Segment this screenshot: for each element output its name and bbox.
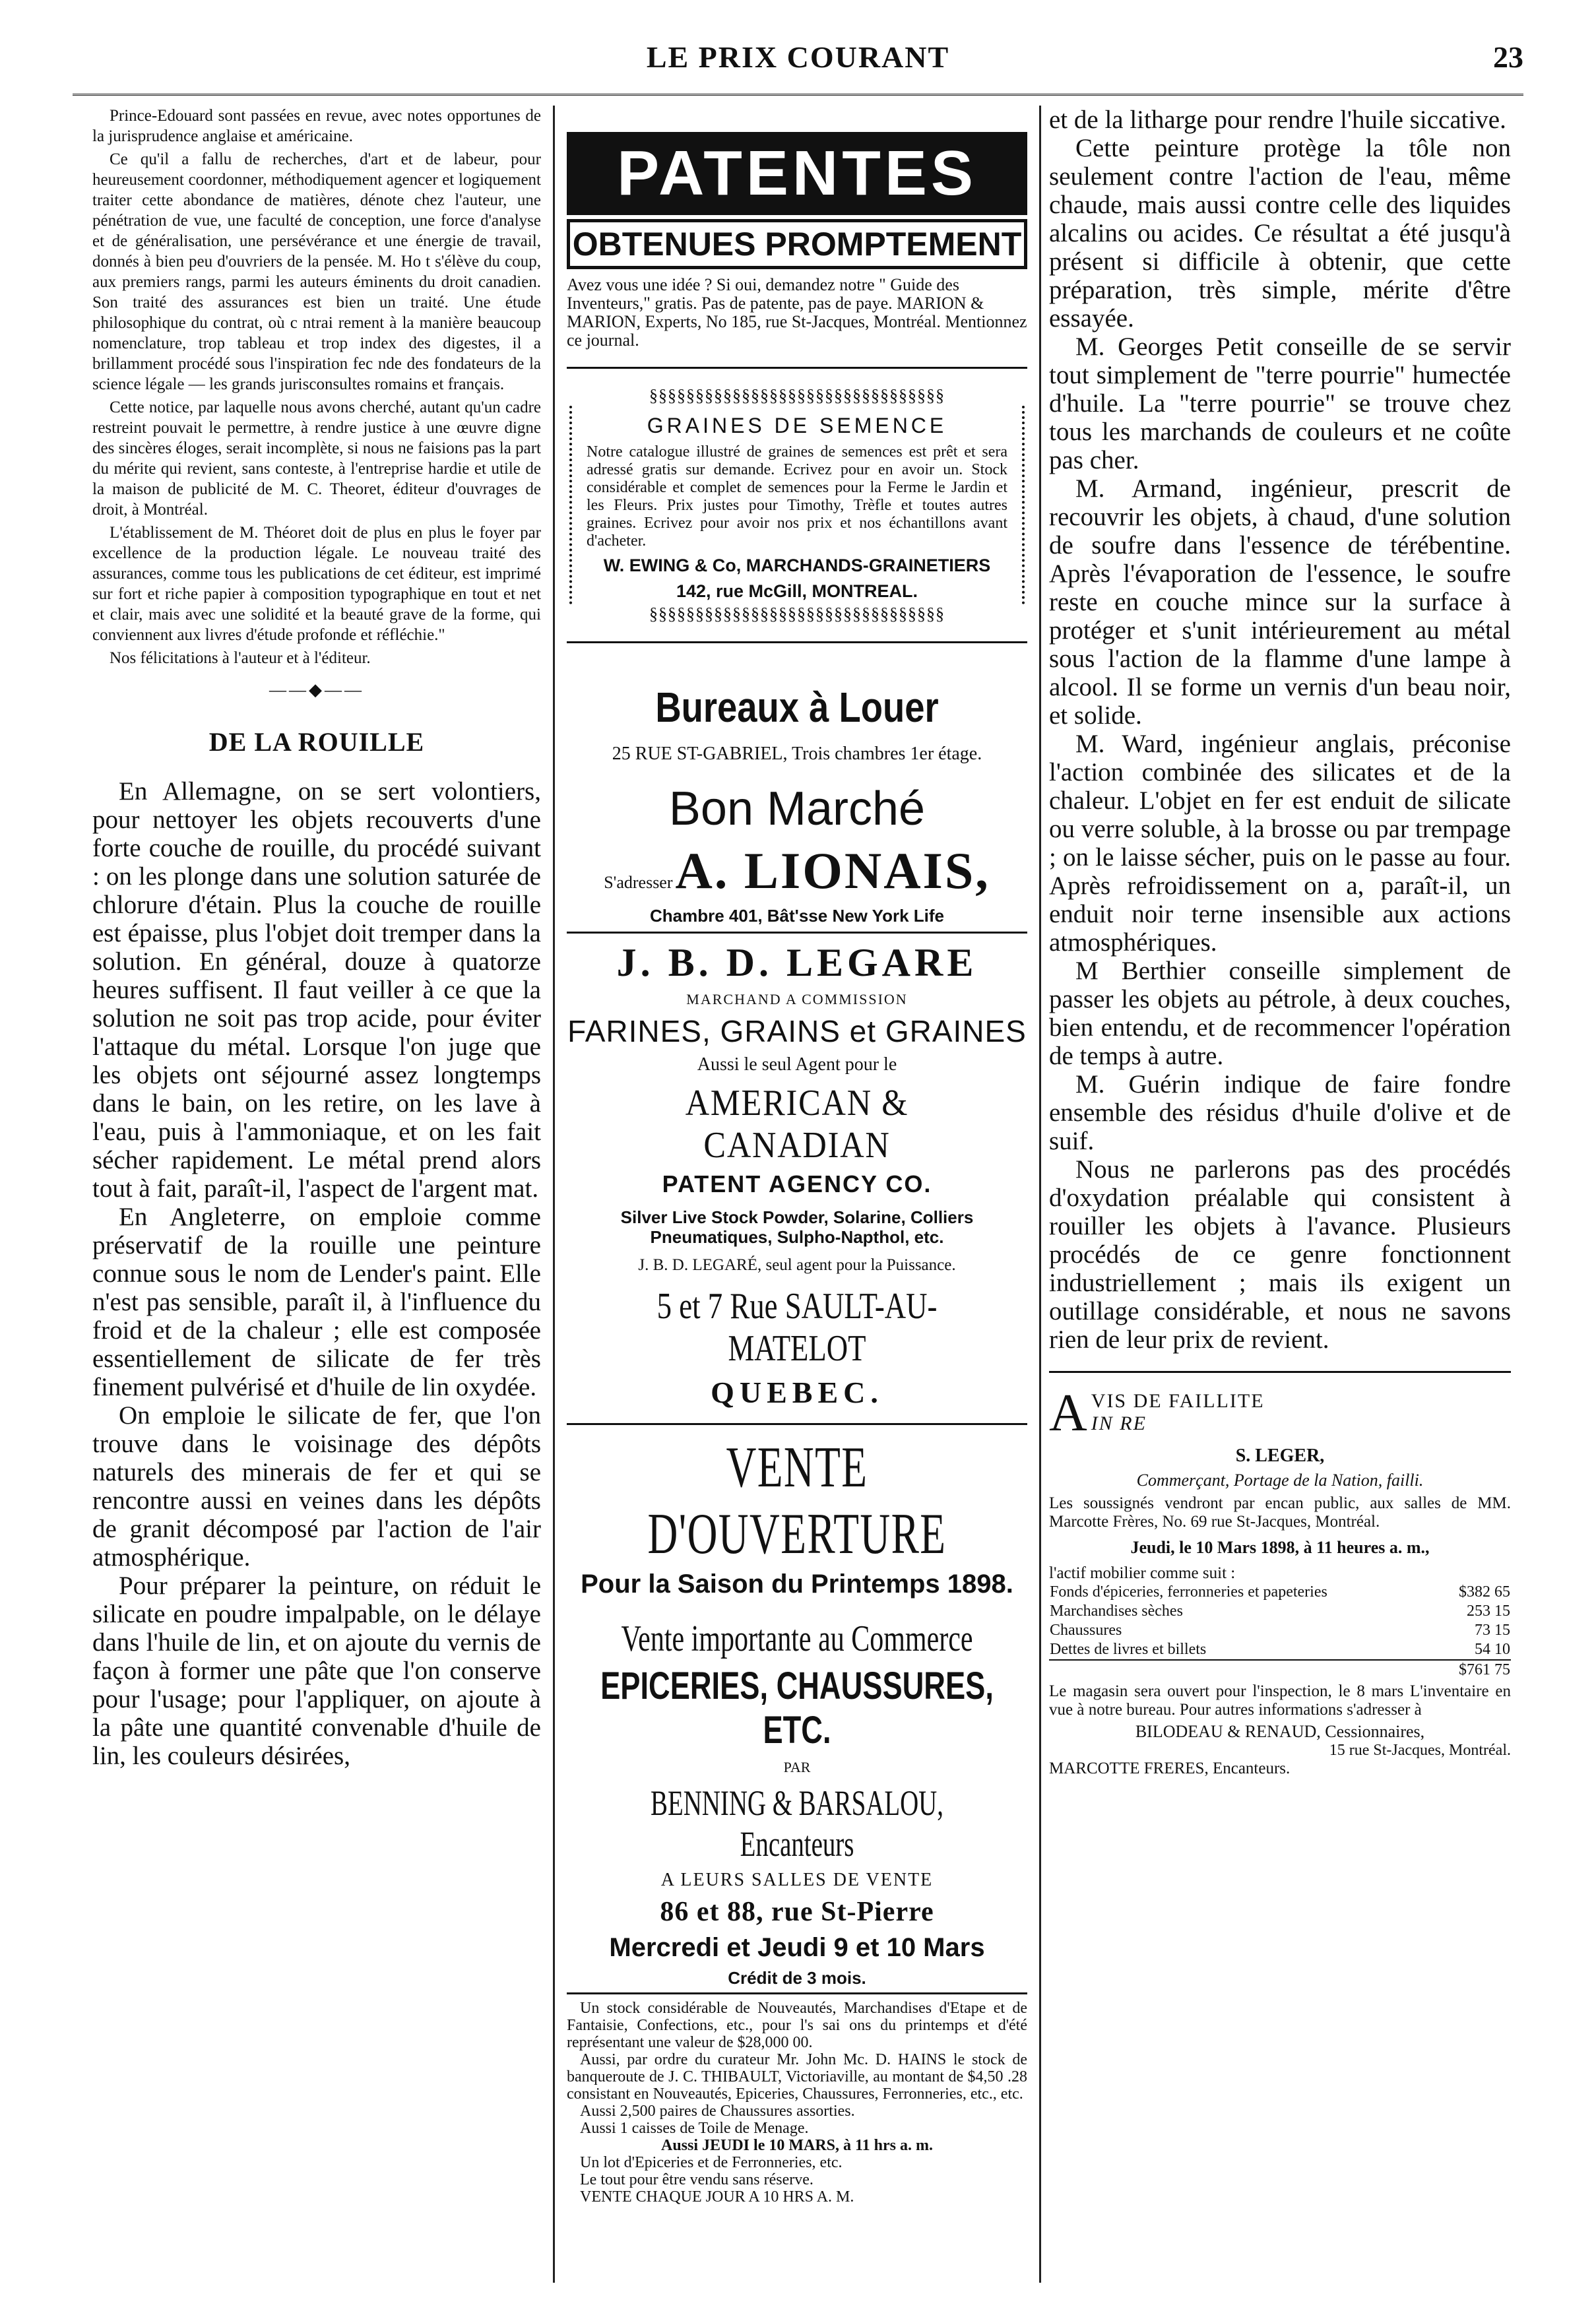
avis-date: Jeudi, le 10 Mars 1898, à 11 heures a. m., bbox=[1130, 1538, 1430, 1557]
patentes-ad bbox=[567, 132, 1027, 350]
graines-title: GRAINES DE SEMENCE bbox=[647, 414, 947, 437]
vente-ouverture-title: VENTE D'OUVERTURE bbox=[647, 1436, 947, 1566]
patentes-subtitle: OBTENUES PROMPTEMENT bbox=[567, 219, 1027, 269]
divider-ornament: ——◆—— bbox=[269, 680, 364, 699]
avis-bilodeau: BILODEAU & RENAUD, Cessionnaires, bbox=[1135, 1722, 1425, 1741]
vente-importante: Vente importante au Commerce bbox=[621, 1618, 973, 1659]
merchand-text: MARCHAND A COMMISSION bbox=[686, 991, 908, 1007]
article-paragraph: M. Ward, ingénieur anglais, préconise l'action combinée des silicates et de la chaleur. L'objet en fer est enduit de silicate ou verre soluble, à la brosse ou par trempage ; on le laisse sécher, puis on le passe au four. Après refroidissement on a, paraît-il, un enduit noir terne insensible aux actions atmosphériques. bbox=[1049, 730, 1511, 957]
article-paragraph: En Angleterre, on emploie comme préservatif de la rouille une peinture connue sous le nom de Lender's paint. Elle n'est pas sensible, paraît il, à l'influence du froid et de la chaleur ; elle est composée essentiellement de silicate de fer très finement pulvérisé et d'huile de lin oxydée. bbox=[92, 1203, 541, 1401]
vente-ad bbox=[567, 1423, 1027, 2206]
item-value: 253 15 bbox=[1467, 1603, 1510, 1620]
note-line: Aussi 2,500 paires de Chaussures assorties. bbox=[580, 2103, 855, 2120]
divider bbox=[567, 367, 1027, 369]
saison-text: Pour la Saison du Printemps 1898. bbox=[581, 1570, 1013, 1599]
review-paragraph: Nos félicitations à l'auteur et à l'éditeur. bbox=[110, 649, 371, 667]
american-canadian-title: AMERICAN & CANADIAN bbox=[685, 1083, 909, 1166]
note-line: Un lot d'Epiceries et de Ferronneries, etc. bbox=[580, 2154, 843, 2171]
credit-text: Crédit de 3 mois. bbox=[567, 1968, 1027, 1994]
table-row bbox=[1049, 1640, 1511, 1660]
article-paragraph: On emploie le silicate de fer, que l'on trouve dans le voisinage des dépôts naturels des minerais de fer et qui se rencontre aussi en veines dans les dépôts de granit décomposé par l'action de l'air atmosphérique. bbox=[92, 1401, 541, 1572]
column-ads bbox=[553, 106, 1041, 2283]
mercredi-date: Mercredi et Jeudi 9 et 10 Mars bbox=[609, 1933, 985, 1962]
bureaux-title: Bureaux à Louer bbox=[655, 683, 939, 731]
legare-ad bbox=[567, 932, 1027, 1410]
section-title: DE LA ROUILLE bbox=[208, 727, 425, 757]
avis-magasin-text: Le magasin sera ouvert pour l'inspection, le 8 mars L'inventaire en vue à notre bureau. Pour autres informations s'adresser à bbox=[1049, 1682, 1511, 1719]
article-paragraph: M. Georges Petit conseille de se servir tout simplement de "terre pourrie" humectée d'huile. La "terre pourrie" se trouve chez tous les marchands de couleurs et ne coûte pas cher. bbox=[1049, 333, 1511, 474]
vente-notes bbox=[567, 2000, 1027, 2206]
avis-name: S. LEGER, bbox=[1235, 1445, 1325, 1466]
avis-intro-text: Les soussignés vendront par encan public, aux salles de MM. Marcotte Frères, No. 69 rue St-Jacques, Montréal. bbox=[1049, 1494, 1511, 1531]
header-rule bbox=[73, 94, 1523, 96]
patentes-text: Avez vous une idée ? Si oui, demandez notre " Guide des Inventeurs," gratis. Pas de patente, pas de paye. MARION & MARION, Experts, No 185, rue St-Jacques, Montréal. Mentionnez ce journal. bbox=[567, 275, 1027, 350]
salles-text: A LEURS SALLES DE VENTE bbox=[660, 1870, 934, 1890]
avis-table bbox=[1049, 1583, 1511, 1680]
divider bbox=[567, 641, 1027, 643]
bon-marche-title: Bon Marché bbox=[668, 782, 926, 835]
chain-border-bottom: §§§§§§§§§§§§§§§§§§§§§§§§§§§§§§§§ bbox=[649, 604, 945, 623]
rue-st-pierre: 86 et 88, rue St-Pierre bbox=[660, 1897, 934, 1927]
seul-agent-text: Aussi le seul Agent pour le bbox=[697, 1054, 897, 1075]
item-label: Marchandises sèches bbox=[1050, 1603, 1183, 1620]
avis-actif: l'actif mobilier comme suit : bbox=[1049, 1564, 1236, 1582]
note-line: Un stock considérable de Nouveautés, Marchandises d'Etape et de Fantaisie, Confections, etc., pour l's sai ons du printemps et d'été représentant une valeur de $28,000 00. bbox=[567, 2000, 1027, 2051]
chain-border-top: §§§§§§§§§§§§§§§§§§§§§§§§§§§§§§§§ bbox=[649, 386, 945, 405]
total-value: $761 75 bbox=[1438, 1660, 1511, 1680]
newspaper-title: LE PRIX COURANT bbox=[646, 40, 950, 74]
avis-marcotte: MARCOTTE FRERES, Encanteurs. bbox=[1049, 1760, 1291, 1777]
avis-big-letter: A bbox=[1049, 1384, 1087, 1442]
sadresser-label: S'adresser bbox=[604, 873, 673, 892]
item-value: 73 15 bbox=[1475, 1622, 1510, 1639]
rouille-article bbox=[92, 777, 541, 1770]
avis-faillite bbox=[1049, 1384, 1511, 1778]
avis-title: VIS DE FAILLITE bbox=[1091, 1390, 1265, 1412]
patent-agency-title: PATENT AGENCY CO. bbox=[662, 1170, 932, 1197]
patentes-title: PATENTES bbox=[567, 132, 1027, 215]
ewing-address: 142, rue McGill, MONTREAL. bbox=[676, 581, 918, 601]
avis-in-re: IN RE bbox=[1091, 1413, 1147, 1434]
note-line: Aussi 1 caisses de Toile de Menage. bbox=[580, 2120, 809, 2137]
graines-text: Notre catalogue illustré de graines de semences est prêt et sera adressé gratis sur demande. Ecrivez pour en avoir un. Stock considérable et complet de semences pour la Ferme le Jardin et les Fleurs. Prix justes pour Timothy, Trèfle et toutes autres graines. Ecrivez pour avoir nos prix et nos échantillons avant d'acheter. bbox=[587, 443, 1007, 550]
chambre-text: Chambre 401, Bât'sse New York Life bbox=[650, 906, 944, 926]
avis-address: 15 rue St-Jacques, Montréal. bbox=[1329, 1742, 1511, 1759]
item-value: 54 10 bbox=[1475, 1641, 1510, 1658]
article-paragraph: Nous ne parlerons pas des procédés d'oxydation préalable qui consistent à rouiller les objets à l'avance. Plusieurs procédés de ce genre fonctionnent industriellement ; mais ils exigent un outillage considérable, et nous ne savons rien de leur prix de revient. bbox=[1049, 1155, 1511, 1354]
farines-text: FARINES, GRAINS et GRAINES bbox=[567, 1014, 1027, 1048]
item-label: Fonds d'épiceries, ferronneries et papeteries bbox=[1050, 1583, 1327, 1601]
column-right bbox=[1049, 106, 1511, 2283]
graines-ad bbox=[567, 386, 1027, 624]
table-row bbox=[1049, 1621, 1511, 1640]
review-paragraph: Ce qu'il a fallu de recherches, d'art et de labeur, pour heureusement coordonner, méthodiquement agencer et logiquement traiter cette abondance de matières, dénote chez l'auteur, une pénétration de vue, une faculté de conception, une force d'analyse et de généralisation, une persévérance et une énergie de travail, donnés à bien peu d'ouvriers de la pensée. M. Ho t s'élève du coup, aux premiers rangs, parmi les auteurs éminents du droit canadien. Son traité des assurances est bien un traité. Une étude philosophique du contrat, où c ntrai rement à la manière beaucoup nomenclature, trop tableau et trop index des digestes, il a brillamment procédé sous l'inspiration fec nde des fondateurs de la science légale — les grands jurisconsultes romains et français. bbox=[92, 150, 541, 393]
lionais-contact bbox=[567, 841, 1027, 901]
table-row bbox=[1049, 1583, 1511, 1602]
graines-box bbox=[569, 406, 1025, 604]
legare-agent: J. B. D. LEGARÉ, seul agent pour la Puissance. bbox=[638, 1256, 956, 1274]
ewing-name: W. EWING & Co, MARCHANDS-GRAINETIERS bbox=[603, 556, 991, 575]
page-number: 23 bbox=[1493, 40, 1523, 74]
sault-address: 5 et 7 Rue SAULT-AU-MATELOT bbox=[656, 1286, 938, 1369]
avis-magasin bbox=[1049, 1682, 1511, 1719]
avis-intro bbox=[1049, 1494, 1511, 1531]
article-paragraph: et de la litharge pour rendre l'huile siccative. bbox=[1049, 106, 1506, 134]
silver-products: Silver Live Stock Powder, Solarine, Colliers Pneumatiques, Sulpho-Napthol, etc. bbox=[620, 1207, 974, 1247]
lionais-name: A. LIONAIS, bbox=[675, 842, 990, 899]
review-paragraph: L'établissement de M. Théoret doit de plus en plus le foyer par excellence de la production légale. Le nouveau traité des assurances, comme tous les publications de cet éditeur, est imprimé sur fort et riche papier à composition typographique en tout et net et clair, mais avec une solidité et la beauté grave de la forme, qui conviennent aux livres d'étude profonde et réfléchie." bbox=[92, 524, 541, 644]
article-paragraph: Cette peinture protège la tôle non seulement contre l'action de l'eau, même chaude, mais aussi contre celle des liquides alcalins ou acides. Ce résultat a été jusqu'à présent si difficile à obtenir, que cette préparation, très simple, mérite d'être essayée. bbox=[1049, 134, 1511, 333]
note-line: Aussi, par ordre du curateur Mr. John Mc. D. HAINS le stock de banqueroute de J. C. THIBAULT, Victoriaville, au montant de $4,50 .28 consistant en Nouveautés, Epiceries, Chaussures, Ferronneries, etc., etc. bbox=[567, 2051, 1027, 2103]
review-paragraph: Prince-Edouard sont passées en revue, avec notes opportunes de la jurisprudence anglaise et américaine. bbox=[92, 107, 541, 145]
review-article bbox=[92, 106, 541, 668]
table-row bbox=[1049, 1602, 1511, 1621]
avis-subtitle: Commerçant, Portage de la Nation, failli. bbox=[1136, 1471, 1424, 1490]
divider bbox=[1049, 1371, 1511, 1373]
benning-title: BENNING & BARSALOU, Encanteurs bbox=[651, 1783, 943, 1864]
par-text: PAR bbox=[783, 1759, 811, 1775]
article-paragraph: Pour préparer la peinture, on réduit le silicate en poudre impalpable, on le délaye dans l'huile de lin, et on ajoute du vernis de façon à former une pâte que l'on conserve pour l'usage; pour l'appliquer, on ajoute à la pâte une quantité convenable d'huile de lin, les couleurs désirées, bbox=[92, 1572, 541, 1770]
note-line: VENTE CHAQUE JOUR A 10 HRS A. M. bbox=[580, 2188, 854, 2206]
column-left bbox=[92, 106, 541, 2283]
table-total-row bbox=[1049, 1660, 1511, 1680]
bureaux-ad bbox=[567, 683, 1027, 926]
review-paragraph: Cette notice, par laquelle nous avons cherché, autant qu'un cadre restreint pouvait le permettre, à rendre justice à une œuvre digne des sincères éloges, serait incomplète, si nous ne faisions pas la part du mérite qui revient, sans conteste, à l'entreprise hardie et utile de la maison de publicité de M. C. Theoret, éditeur d'ouvrages de droit, à Montréal. bbox=[92, 398, 541, 519]
legare-title: J. B. D. LEGARE bbox=[567, 932, 1027, 986]
item-label: Chaussures bbox=[1050, 1622, 1122, 1639]
page-header bbox=[73, 40, 1523, 92]
article-paragraph: En Allemagne, on se sert volontiers, pour nettoyer les objets recouverts d'une forte couche de rouille, du procédé suivant : on les plonge dans une solution saturée de chlorure d'étain. Plus la couche de rouille est épaisse, plus l'objet doit tremper dans la solution. En général, douze à quatorze heures suffisent. Il faut veiller à ce que la solution ne soit pas trop acide, pour éviter l'attaque du métal. Lorsque l'on juge que les objets ont séjourné assez longtemps dans le bain, on les retire, on les lave à l'eau, puis à l'ammoniaque, et on les fait sécher rapidement. Le métal prend alors tout à fait, paraît-il, l'aspect de l'argent mat. bbox=[92, 777, 541, 1203]
aussi-jeudi: Aussi JEUDI le 10 MARS, à 11 hrs a. m. bbox=[660, 2137, 934, 2154]
article-paragraph: M. Armand, ingénieur, prescrit de recouvrir les objets, à chaud, d'une solution de soufre dans l'essence de térébentine. Après l'évaporation de l'essence, le soufre reste en couche mince sur la surface à protéger et s'unit intérieurement au métal sous l'action de la flamme d'une lampe à alcool. Il se forme un vernis d'un beau noir, et solide. bbox=[1049, 474, 1511, 730]
note-line: Le tout pour être vendu sans réserve. bbox=[580, 2171, 814, 2188]
article-paragraph: M. Guérin indique de faire fondre ensemble des résidus d'huile d'olive et de suif. bbox=[1049, 1070, 1511, 1155]
item-label: Dettes de livres et billets bbox=[1050, 1641, 1207, 1658]
quebec-city: QUEBEC. bbox=[711, 1376, 883, 1409]
rouille-continuation bbox=[1049, 106, 1511, 1354]
item-value: $382 65 bbox=[1459, 1583, 1510, 1601]
epiceries-title: EPICERIES, CHAUSSURES, ETC. bbox=[600, 1665, 994, 1752]
article-paragraph: M Berthier conseille simplement de passer les objets au pétrole, à deux couches, bien entendu, et de recommencer l'opération de temps à autre. bbox=[1049, 957, 1511, 1070]
bureaux-address: 25 RUE ST-GABRIEL, Trois chambres 1er étage. bbox=[612, 744, 982, 764]
